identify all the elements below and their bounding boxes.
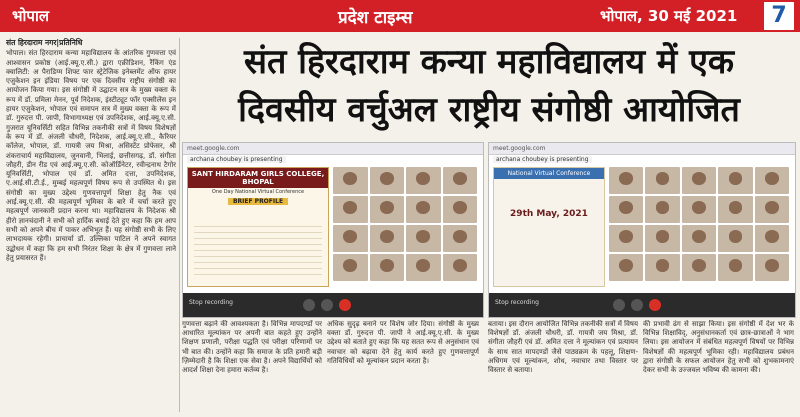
presenter-label: archana choubey is presenting (493, 156, 592, 163)
headline-line-1: संत हिरदाराम कन्या महाविद्यालय में एक (243, 42, 735, 82)
headline-line-2: दिवसीय वर्चुअल राष्ट्रीय संगोष्ठी आयोजित (238, 90, 740, 130)
participant-tile (406, 225, 441, 252)
participant-tile (406, 254, 441, 281)
participant-tile (755, 167, 789, 194)
slide-body-lines (194, 226, 322, 280)
slide-banner: National Virtual Conference (494, 168, 604, 179)
participant-grid (333, 167, 477, 281)
presentation-slide (187, 167, 329, 287)
participant-tile (443, 167, 478, 194)
headline (184, 38, 794, 134)
participant-tile (682, 225, 716, 252)
presenter-label: archana choubey is presenting (187, 156, 286, 163)
presentation-slide (493, 167, 605, 287)
participant-tile (718, 167, 752, 194)
participant-tile (682, 254, 716, 281)
participant-tile (333, 167, 368, 194)
participant-tile (755, 254, 789, 281)
participant-tile (370, 254, 405, 281)
lead-text: भोपाल। संत हिरदाराम कन्या महाविद्यालय के आंतरिक गुणवत्ता एवं आश्वासन प्रकोष्ठ (आई.क्यू.ए.सी.) द्वारा एक्रीडिशन, रैंकिंग एंड क्वालिटी: अ पैराडिग्म शिफ्ट फार स्ट्रेटेजिक इनेब्लमेंट ऑफ हायर एजुकेशन इन इंडिया विषय पर एक दिवसीय राष्ट्रीय संगोष्ठी का आयोजन किया गया। इस संगोष्ठी में उद्घाटन सत्र के मुख्य वक्ता के रूप में डॉ. प्रमिला मेनन, पूर्व निदेशक, इंस्टीट्यूट फॉर एक्सीलेंस इन हायर एजुकेशन, भोपाल एवं समापन सत्र में मुख्य वक्ता के रूप में डॉ. गुरुदत्त पी. जापी, विभागाध्यक्ष एवं उपनिदेशक, आई.क्यू.ए.सी. गुजरात यूनिवर्सिटी सहित विभिन्न तकनीकी सत्रों में विषय विशेषज्ञों के रूप में डॉ. अंजली चौधरी, निदेशक, आई.क्यू.ए.सी., कैरियर कॉलेज, भोपाल, डॉ. गायत्री जय मिश्रा, असिस्टेंट प्रोफेसर, श्री शंकराचार्य महाविद्यालय, जुनवानी, भिलाई, छत्तीसगढ़, डॉ. संगीता जौहरी, डीन रीड एवं आई.क्यू.ए.सी. कोऑर्डिनेटर, रवीन्द्रनाथ टैगोर यूनिवर्सिटी, भोपाल एवं डॉ. अमित दत्ता, उपनिदेशक, ए.आई.सी.टी.ई., मुम्बई महत्वपूर्ण विषय रूप से उपस्थित थे। इस संगोष्ठी का मुख्य उद्देश्य गुणवत्तापूर्ण शिक्षा हेतु नैक एवं आई.क्यू.ए.सी. की महत्वपूर्ण भूमिका के बारे में चर्चा करते हुए महत्वपूर्ण जानकारी प्रदान करना था। महाविद्यालय के निदेशक श्री हीरो ज्ञानचंदानी ने सभी को हार्दिक बधाई देते हुए कहा कि हम आप सभी को अपने बीच में पाकर अभिभूत हैं। यह संगोष्ठी सभी के लिए लाभदायक रहेगी। प्राचार्या डॉ. उल्लिका पाटिल ने अपने स्वागत उद्बोधन में कहा कि हम सभी निरंतर शिक्षा के क्षेत्र में गुणवत्ता लाने हेतु प्रयासरत हैं। (6, 49, 176, 262)
byline: संत हिरदाराम नगर|प्रतिनिधि (6, 38, 83, 47)
participant-tile (645, 225, 679, 252)
participant-tile (370, 225, 405, 252)
participant-tile (333, 196, 368, 223)
slide-subtitle: One Day National Virtual Conference (211, 189, 305, 195)
header-city: भोपाल (12, 7, 50, 25)
participant-tile (370, 196, 405, 223)
leave-call-icon (649, 299, 661, 311)
recording-label: Stop recording (189, 299, 233, 306)
video-conference-photo-2 (488, 142, 796, 318)
meeting-controls (489, 293, 795, 317)
article-body-column-3: बताया। इस दौरान आयोजित विभिन्न तकनीकी सत्रों में विषय विशेषज्ञों डॉ. अंजली चौधरी, डॉ. गायत्री जय मिश्रा, डॉ. संगीता जौहरी एवं डॉ. अमित दत्ता ने मूल्यांकन एवं प्रत्यायन के साथ सात मापदण्डों जैसे पाठ्यक्रम के पहलू, शिक्षण-अधिगम एवं मूल्यांकन, शोध, नवाचार तथा विस्तार पर विस्तार से बताया। (488, 320, 638, 375)
participant-tile (406, 196, 441, 223)
leave-call-icon (339, 299, 351, 311)
participant-tile (443, 196, 478, 223)
column-divider (179, 38, 180, 412)
participant-tile (718, 225, 752, 252)
page-number: 7 (764, 2, 794, 30)
recording-label: Stop recording (495, 299, 539, 306)
mic-icon (613, 299, 625, 311)
video-conference-photo-1 (182, 142, 484, 318)
slide-title: SANT HIRDARAM GIRLS COLLEGE, BHOPAL (188, 168, 328, 188)
page-header (0, 0, 800, 32)
participant-tile (682, 167, 716, 194)
article-lead-column (6, 38, 176, 412)
participant-tile (755, 196, 789, 223)
participant-tile (645, 254, 679, 281)
participant-grid (609, 167, 789, 281)
participant-tile (645, 196, 679, 223)
article-body-column-1: गुणवत्ता बढ़ाने की आवश्यकता है। विभिन्न मापदण्डों पर आधारित मूल्यांकन पर अपनी बात कहते हुए उन्होंने शिक्षण प्रणाली, परीक्षा पद्धति एवं परीक्षा परिणामों पर भी बात की। उन्होंने कहा कि समाज के प्रति हमारी बड़ी ज़िम्मेदारी है कि शिक्षा एक सेवा है। अपने विद्यार्थियों को आदर्श शिक्षा देना हमारा कर्तव्य है। (182, 320, 322, 375)
slide-date: 29th May, 2021 (510, 209, 588, 219)
participant-tile (609, 225, 643, 252)
article-body-column-2: अधिक सुदृढ़ बनाने पर विशेष जोर दिया। संगोष्ठी के मुख्य वक्ता डॉ. गुरुदत्त पी. जापी ने आई.क्यू.ए.सी. के मुख्य उद्देश्य को बताते हुए कहा कि यह सतत रूप से अनुसंधान एवं नवाचार को बढ़ावा देने हेतु कार्य करते हुए गुणवत्तापूर्ण गतिविधियों को मूल्यांकन प्रदान करता है। (327, 320, 479, 365)
article-body-column-4: की प्रभावी ढंग से साझा किया। इस संगोष्ठी में देश भर के विभिन्न शिक्षाविद्, अनुसंधानकर्ता एवं छात्र-छात्राओं ने भाग लिया। इस आयोजन में संबंधित महत्वपूर्ण विषयों पर विभिन्न विशेषज्ञों की महत्वपूर्ण भूमिका रही। महाविद्यालय प्रबंधन द्वारा संगोष्ठी के सफल आयोजन हेतु सभी को शुभकामनाएं देकर सभी के उज्जवल भविष्य की कामना की। (643, 320, 794, 375)
participant-tile (333, 225, 368, 252)
participant-tile (718, 254, 752, 281)
participant-tile (718, 196, 752, 223)
participant-tile (406, 167, 441, 194)
meeting-controls (183, 293, 483, 317)
participant-tile (370, 167, 405, 194)
newspaper-name: प्रदेश टाइम्स (338, 8, 413, 28)
participant-tile (609, 196, 643, 223)
browser-bar: meet.google.com (489, 143, 795, 155)
camera-icon (321, 299, 333, 311)
camera-icon (631, 299, 643, 311)
participant-tile (443, 225, 478, 252)
slide-section: BRIEF PROFILE (228, 198, 288, 205)
participant-tile (645, 167, 679, 194)
mic-icon (303, 299, 315, 311)
participant-tile (682, 196, 716, 223)
participant-tile (609, 167, 643, 194)
header-city-date: भोपाल, 30 मई 2021 (600, 7, 738, 25)
participant-tile (333, 254, 368, 281)
participant-tile (755, 225, 789, 252)
participant-tile (443, 254, 478, 281)
participant-tile (609, 254, 643, 281)
browser-bar: meet.google.com (183, 143, 483, 155)
